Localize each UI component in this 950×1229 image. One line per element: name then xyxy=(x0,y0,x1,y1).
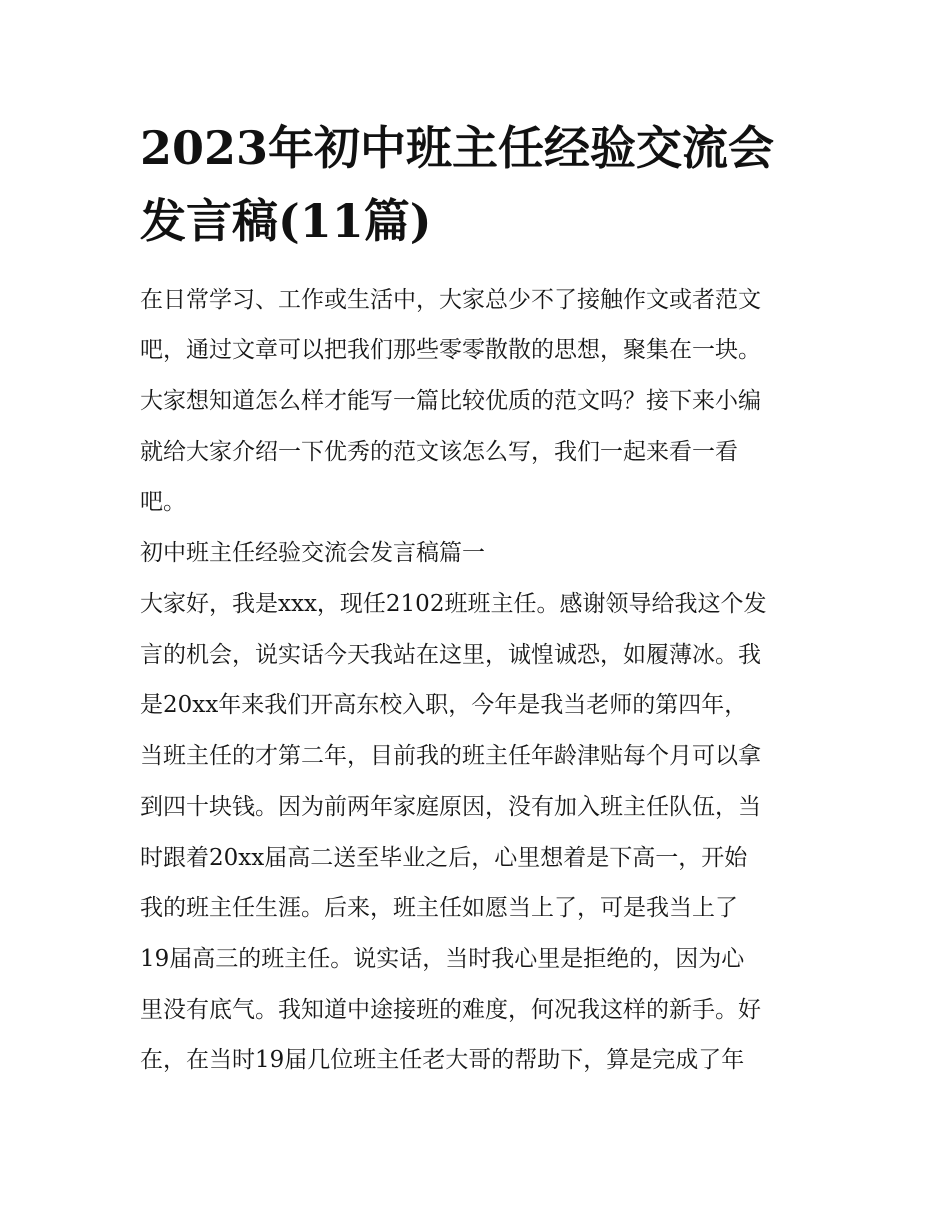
body-line-4: 当班主任的才第二年，目前我的班主任年龄津贴每个月可以拿 xyxy=(140,743,761,769)
intro-line-3: 大家想知道怎么样才能写一篇比较优质的范文吗？接下来小编 xyxy=(140,388,761,414)
body-line-1: 大家好，我是xxx，现任2102班班主任。感谢领导给我这个发 xyxy=(140,591,767,617)
body-line-7: 我的班主任生涯。后来，班主任如愿当上了，可是我当上了 xyxy=(140,895,738,921)
body-line-9: 里没有底气。我知道中途接班的难度，何况我这样的新手。好 xyxy=(140,997,761,1023)
body-line-10: 在，在当时19届几位班主任老大哥的帮助下，算是完成了年 xyxy=(140,1047,745,1073)
section-heading: 初中班主任经验交流会发言稿篇一 xyxy=(140,540,485,566)
intro-line-4: 就给大家介绍一下优秀的范文该怎么写，我们一起来看一看 xyxy=(140,439,738,465)
body-line-6: 时跟着20xx届高二送至毕业之后，心里想着是下高一，开始 xyxy=(140,845,748,871)
intro-line-5: 吧。 xyxy=(140,489,186,515)
body-line-2: 言的机会，说实话今天我站在这里，诚惶诚恐，如履薄冰。我 xyxy=(140,642,761,668)
body-line-8: 19届高三的班主任。说实话，当时我心里是拒绝的，因为心 xyxy=(140,946,745,972)
body-line-3: 是20xx年来我们开高东校入职，今年是我当老师的第四年， xyxy=(140,692,748,718)
body-line-5: 到四十块钱。因为前两年家庭原因，没有加入班主任队伍，当 xyxy=(140,794,761,820)
document-title: 2023年初中班主任经验交流会发言稿(11篇) xyxy=(140,121,775,248)
intro-line-2: 吧，通过文章可以把我们那些零零散散的思想，聚集在一块。 xyxy=(140,337,761,363)
intro-line-1: 在日常学习、工作或生活中，大家总少不了接触作文或者范文 xyxy=(140,287,761,313)
